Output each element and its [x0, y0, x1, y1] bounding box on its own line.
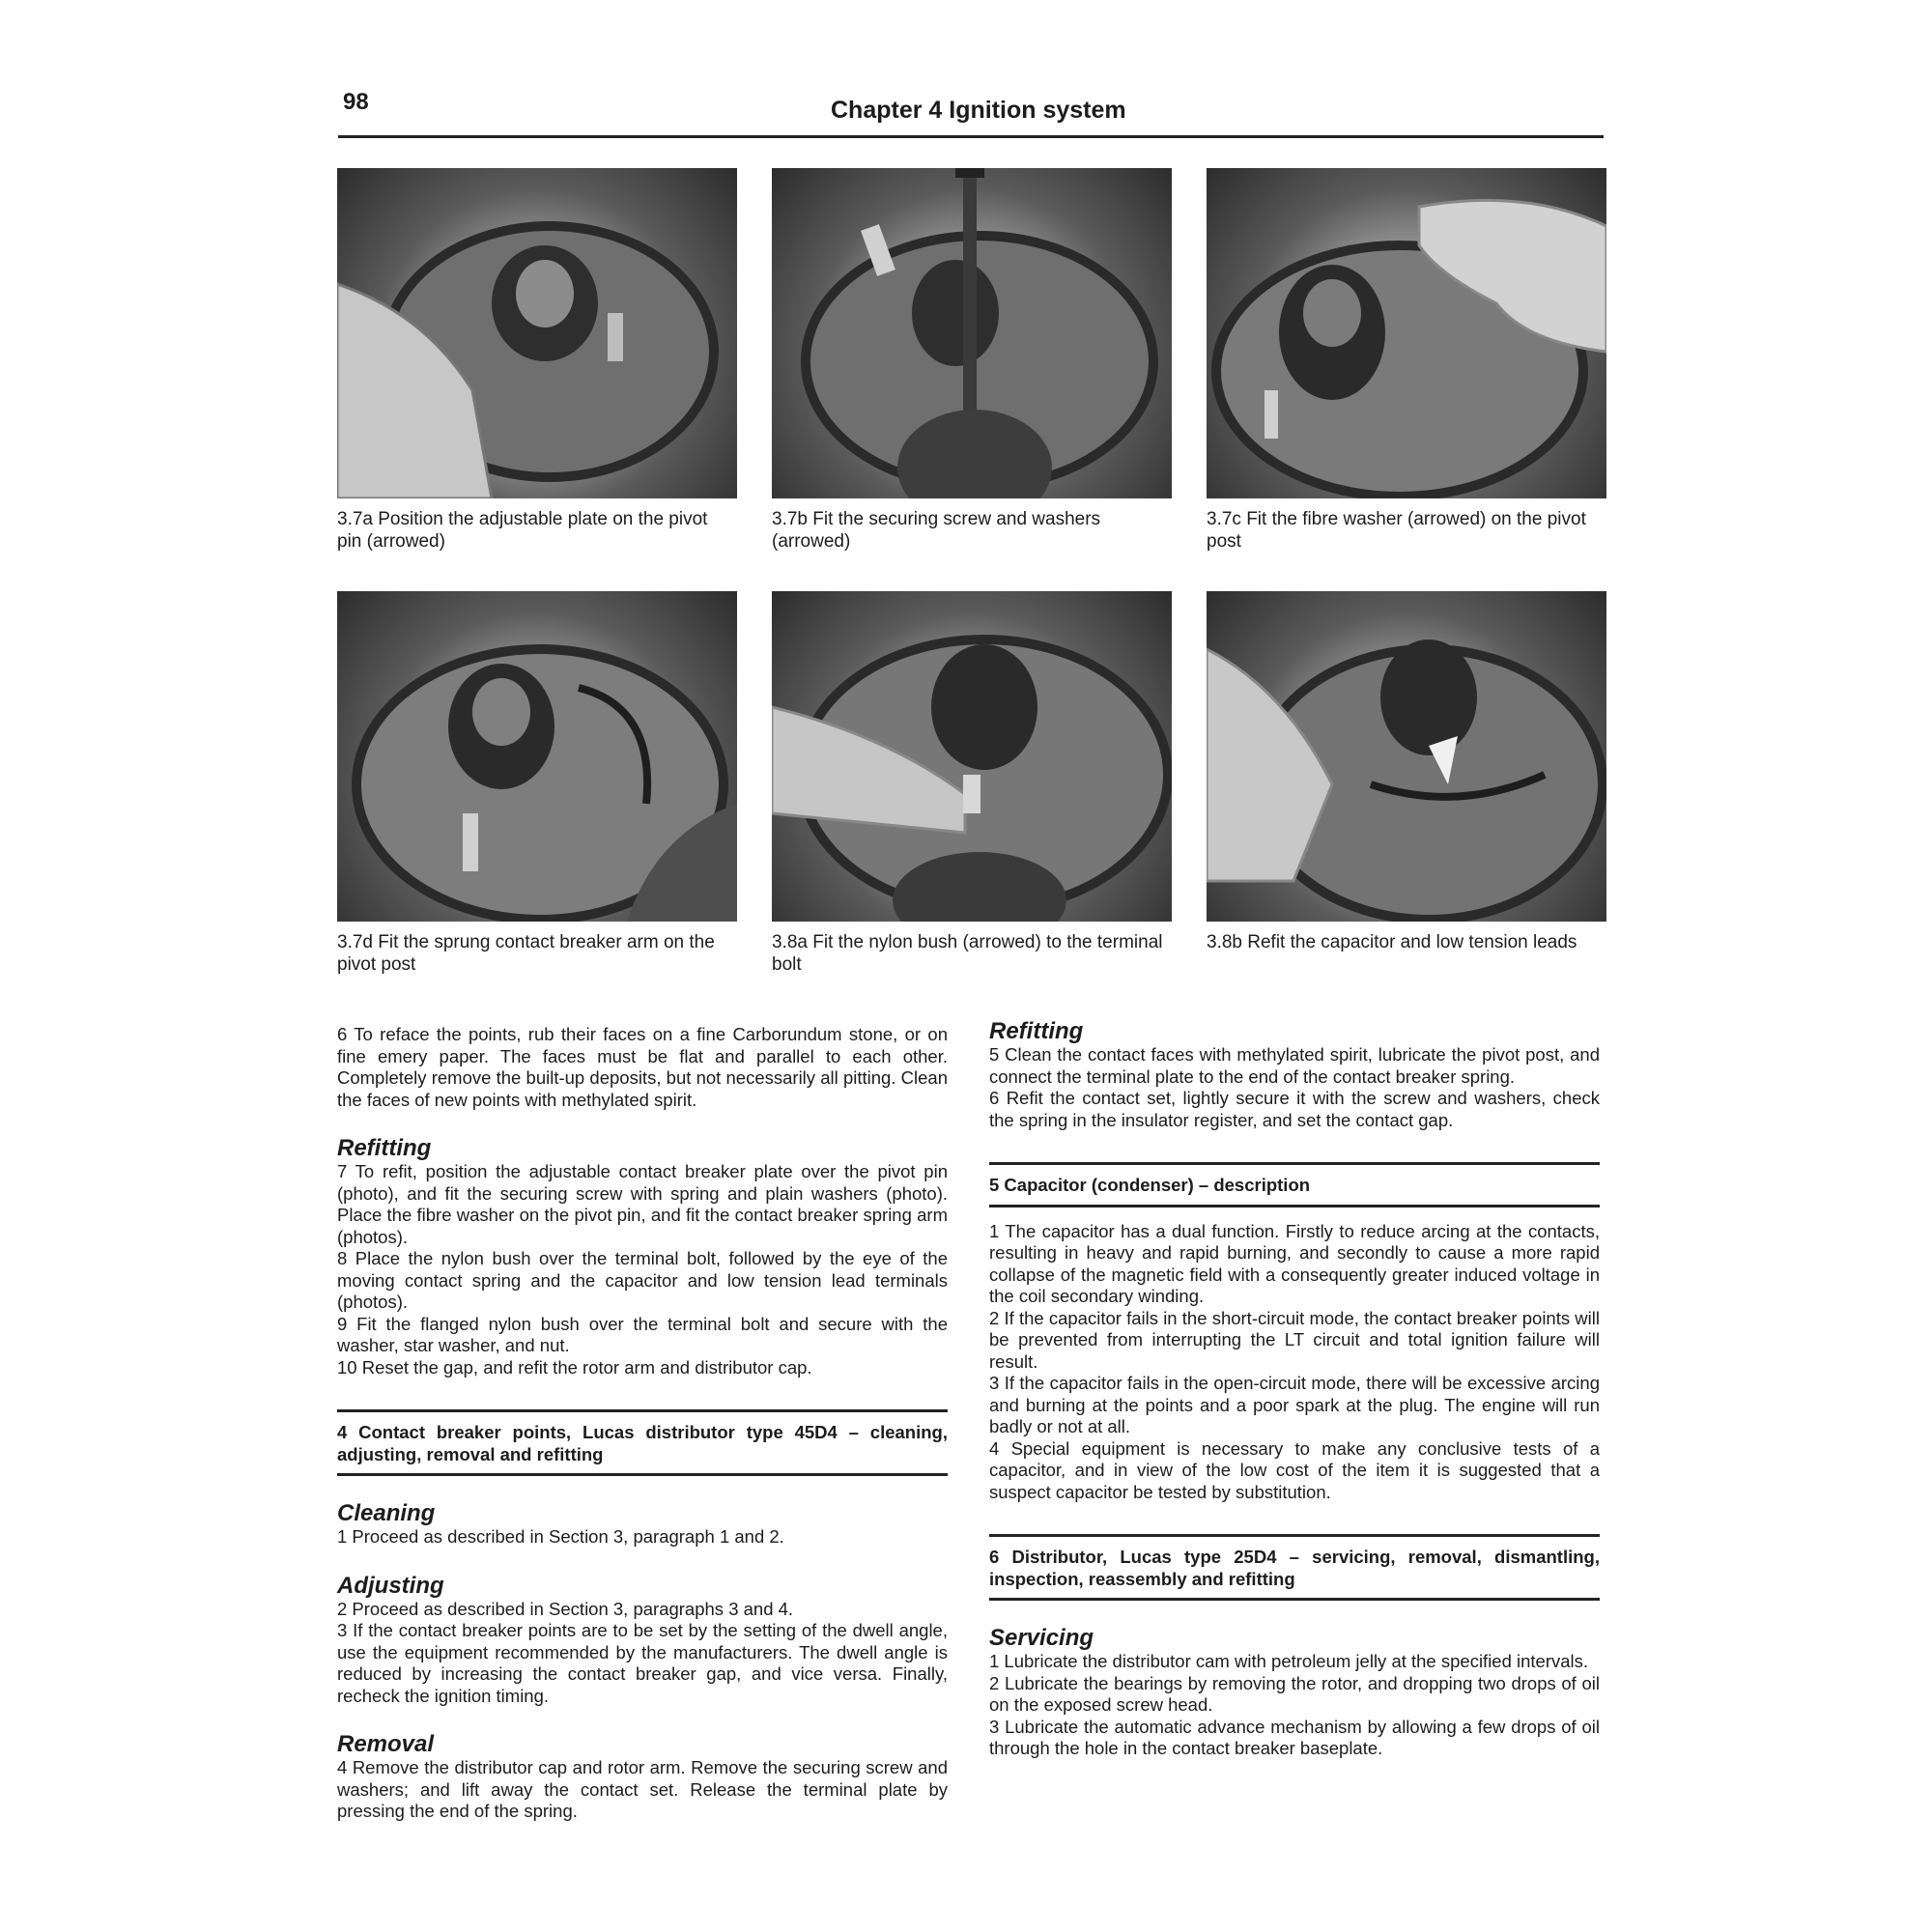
distributor-photo-icon: [1207, 591, 1606, 922]
paragraph: 1 Proceed as described in Section 3, paragraph 1 and 2.: [337, 1526, 784, 1547]
figure-caption: 3.8a Fit the nylon bush (arrowed) to the terminal bolt: [772, 932, 1163, 975]
figure-caption: 3.7a Position the adjustable plate on the pivot pin (arrowed): [337, 509, 708, 552]
left-column: [337, 1024, 948, 1823]
figure-3-7b: [772, 168, 1172, 553]
paragraph: 5 Clean the contact faces with methylated spirit, lubricate the pivot post, and connect the terminal plate to the end of the contact breaker spring.: [989, 1044, 1600, 1087]
distributor-photo-icon: [337, 168, 737, 498]
subheading-removal: Removal: [337, 1731, 435, 1757]
paragraph: 3 Lubricate the automatic advance mechanism by allowing a few drops of oil through the hole in the contact breaker baseplate.: [989, 1716, 1600, 1758]
figure-3-7d: [337, 591, 737, 976]
paragraph: 3 If the capacitor fails in the open-circuit mode, there will be excessive arcing and burning at the points and a poor spark at the plug. The engine will run badly or not at all.: [989, 1373, 1600, 1436]
paragraph: 2 If the capacitor fails in the short-circuit mode, the contact breaker points will be prevented from interrupting the LT circuit and total ignition failure will result.: [989, 1307, 1600, 1372]
figure-caption: 3.7c Fit the fibre washer (arrowed) on the pivot post: [1207, 509, 1586, 552]
section-heading-6: 6 Distributor, Lucas type 25D4 – servicing, removal, dismantling, inspection, reassembly and refitting: [989, 1534, 1600, 1601]
subheading-refitting: Refitting: [337, 1135, 432, 1161]
section-heading-5: 5 Capacitor (condenser) – description: [989, 1162, 1600, 1208]
paragraph: 1 The capacitor has a dual function. Firstly to reduce arcing at the contacts, resulting in heavy and rapid burning, and secondly to cause a more rapid collapse of the magnetic field with a consequently greater induced voltage in the coil secondary winding.: [989, 1220, 1600, 1306]
figure-3-7c: [1207, 168, 1606, 553]
paragraph: 8 Place the nylon bush over the terminal bolt, followed by the eye of the moving contact spring and the capacitor and low tension lead terminals (photos).: [337, 1248, 948, 1312]
header-rule: [338, 135, 1604, 138]
subheading-cleaning: Cleaning: [337, 1500, 436, 1526]
chapter-title: Chapter 4 Ignition system: [831, 97, 1126, 124]
right-column: [989, 1019, 1600, 1760]
subheading-refitting: Refitting: [989, 1018, 1084, 1044]
distributor-photo-icon: [772, 591, 1172, 922]
paragraph: 10 Reset the gap, and refit the rotor arm and distributor cap.: [337, 1356, 812, 1378]
paragraph: 4 Special equipment is necessary to make any conclusive tests of a capacitor, and in view of the low cost of the item it is suggested that a suspect capacitor be tested by substitution.: [989, 1437, 1600, 1502]
paragraph: 6 Refit the contact set, lightly secure it with the screw and washers, check the spring in the insulator register, and set the contact gap.: [989, 1088, 1600, 1130]
figure-caption: 3.8b Refit the capacitor and low tension leads: [1207, 932, 1577, 952]
page-number: 98: [343, 89, 369, 115]
paragraph: 7 To refit, position the adjustable contact breaker plate over the pivot pin (photo), and fit the securing screw with spring and plain washers (photo). Place the fibre washer on the pivot pin, and fit the contact breaker spring arm (photos).: [337, 1161, 948, 1247]
paragraph: 9 Fit the flanged nylon bush over the terminal bolt and secure with the washer, star washer, and nut.: [337, 1313, 948, 1355]
paragraph: 3 If the contact breaker points are to be set by the setting of the dwell angle, use the equipment recommended by the manufacturers. The dwell angle is reduced by increasing the contact breaker gap, and vice versa. Finally, recheck the ignition timing.: [337, 1620, 948, 1706]
subheading-adjusting: Adjusting: [337, 1572, 444, 1599]
figure-3-8b: [1207, 591, 1606, 953]
figure-caption: 3.7d Fit the sprung contact breaker arm on the pivot post: [337, 932, 715, 975]
figure-3-8a: [772, 591, 1172, 976]
paragraph: 2 Lubricate the bearings by removing the rotor, and dropping two drops of oil on the exposed screw head.: [989, 1672, 1600, 1715]
figure-3-7a: [337, 168, 737, 553]
paragraph: 1 Lubricate the distributor cam with petroleum jelly at the specified intervals.: [989, 1651, 1589, 1671]
distributor-photo-icon: [772, 168, 1172, 498]
paragraph: 6 To reface the points, rub their faces on a fine Carborundum stone, or on fine emery paper. The faces must be flat and parallel to each other. Completely remove the built-up deposits, but not necessarily all pitting. Clean the faces of new points with methylated spirit.: [337, 1024, 948, 1110]
distributor-photo-icon: [1207, 168, 1606, 498]
section-heading-4: 4 Contact breaker points, Lucas distributor type 45D4 – cleaning, adjusting, removal and refitting: [337, 1409, 948, 1476]
figure-caption: 3.7b Fit the securing screw and washers (arrowed): [772, 509, 1101, 552]
subheading-servicing: Servicing: [989, 1625, 1094, 1651]
distributor-photo-icon: [337, 591, 737, 922]
paragraph: 2 Proceed as described in Section 3, paragraphs 3 and 4.: [337, 1598, 794, 1619]
paragraph: 4 Remove the distributor cap and rotor arm. Remove the securing screw and washers; and lift away the contact set. Release the terminal plate by pressing the end of the spring.: [337, 1757, 948, 1821]
